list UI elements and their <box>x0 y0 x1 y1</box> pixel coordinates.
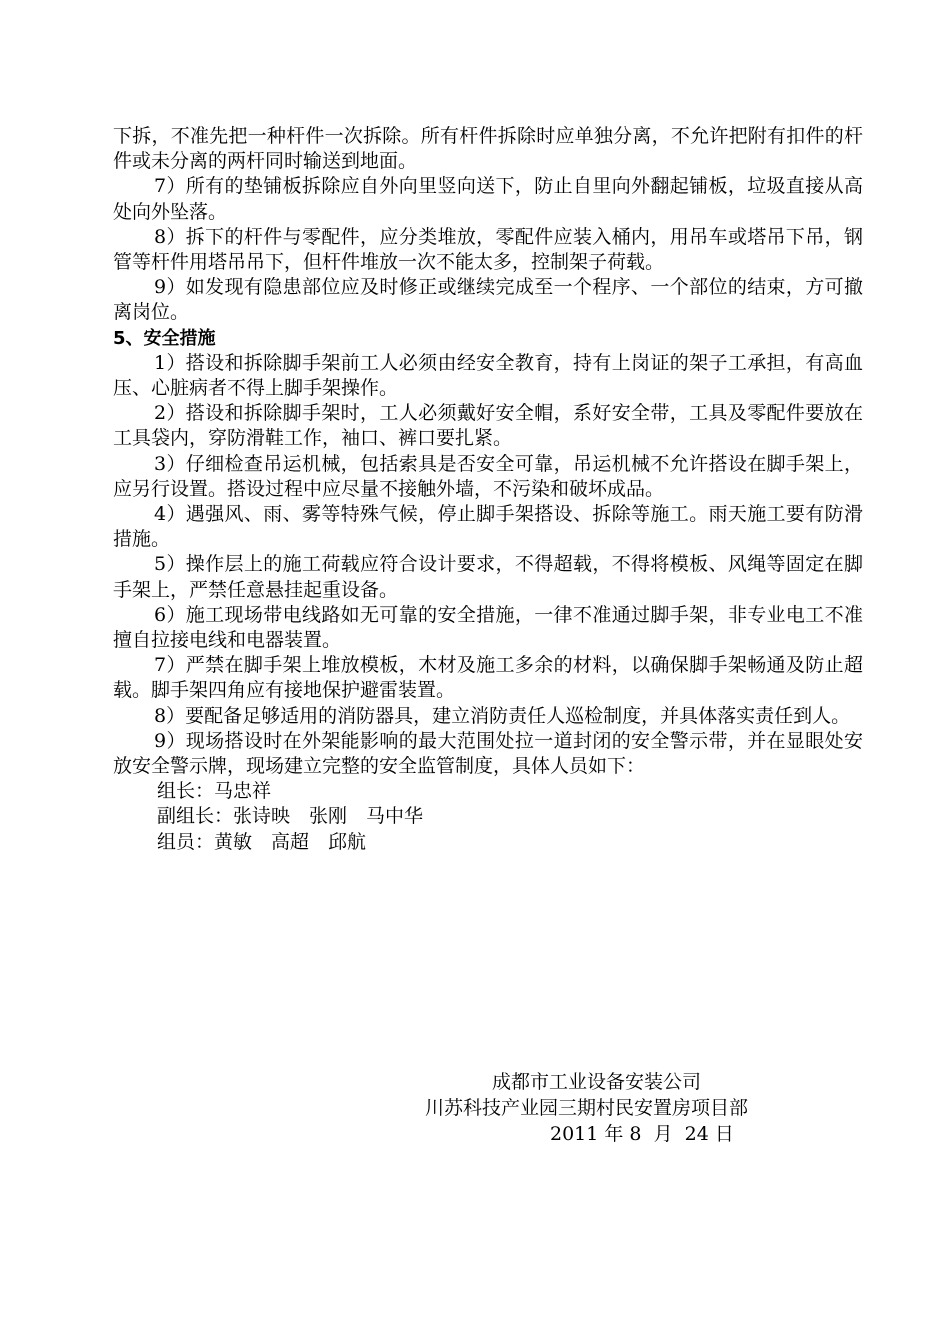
safety-measure-2: 2）搭设和拆除脚手架时，工人必须戴好安全帽，系好安全带，工具及零配件要放在工具袋内，穿防滑鞋工作，袖口、裤口要扎紧。 <box>113 402 863 450</box>
document-body <box>113 124 863 855</box>
signature-date: 2011 年 8 月 24 日 <box>550 1123 734 1145</box>
paragraph-item-9: 9）如发现有隐患部位应及时修正或继续完成至一个程序、一个部位的结束，方可撤离岗位。 <box>113 276 863 324</box>
team-deputy-leaders: 副组长：张诗映 张刚 马中华 <box>157 805 424 828</box>
paragraph-item-7: 7）所有的垫铺板拆除应自外向里竖向送下，防止自里向外翻起铺板，垃圾直接从高处向外坠落。 <box>113 175 863 223</box>
paragraph-dismantle-continued: 下拆，不准先把一种杆件一次拆除。所有杆件拆除时应单独分离，不允许把附有扣件的杆件或未分离的两杆同时输送到地面。 <box>113 125 863 173</box>
signature-company: 成都市工业设备安装公司 <box>492 1071 702 1093</box>
safety-measure-7: 7）严禁在脚手架上堆放模板，木材及施工多余的材料，以确保脚手架畅通及防止超载。脚手架四角应有接地保护避雷装置。 <box>113 654 863 702</box>
paragraph-item-8: 8）拆下的杆件与零配件，应分类堆放，零配件应装入桶内，用吊车或塔吊下吊，钢管等杆件用塔吊吊下，但杆件堆放一次不能太多，控制架子荷载。 <box>113 225 863 274</box>
team-members: 组员：黄敏 高超 邱航 <box>157 830 367 853</box>
safety-measure-3: 3）仔细检查吊运机械，包括索具是否安全可靠，吊运机械不允许搭设在脚手架上，应另行设置。搭设过程中应尽量不接触外墙，不污染和破坏成品。 <box>113 452 863 500</box>
safety-measure-9: 9）现场搭设时在外架能影响的最大范围处拉一道封闭的安全警示带，并在显眼处安放安全警示牌，现场建立完整的安全监管制度，具体人员如下： <box>113 729 863 778</box>
safety-measure-5: 5）操作层上的施工荷载应符合设计要求，不得超载，不得将模板、风绳等固定在脚手架上，严禁任意悬挂起重设备。 <box>113 553 863 601</box>
safety-measure-6: 6）施工现场带电线路如无可靠的安全措施，一律不准通过脚手架，非专业电工不准擅自拉接电线和电器装置。 <box>113 603 863 652</box>
signature-project-department: 川苏科技产业园三期村民安置房项目部 <box>425 1097 749 1119</box>
safety-measure-4: 4）遇强风、雨、雾等特殊气候，停止脚手架搭设、拆除等施工。雨天施工要有防滑措施。 <box>113 503 863 551</box>
signature-block <box>400 1069 840 1147</box>
safety-measure-1: 1）搭设和拆除脚手架前工人必须由经安全教育，持有上岗证的架子工承担，有高血压、心脏病者不得上脚手架操作。 <box>113 351 863 400</box>
team-leader: 组长：马忠祥 <box>157 780 272 803</box>
section-heading-safety: 5、安全措施 <box>113 327 216 349</box>
safety-measure-8: 8）要配备足够适用的消防器具，建立消防责任人巡检制度，并具体落实责任到人。 <box>154 704 851 727</box>
